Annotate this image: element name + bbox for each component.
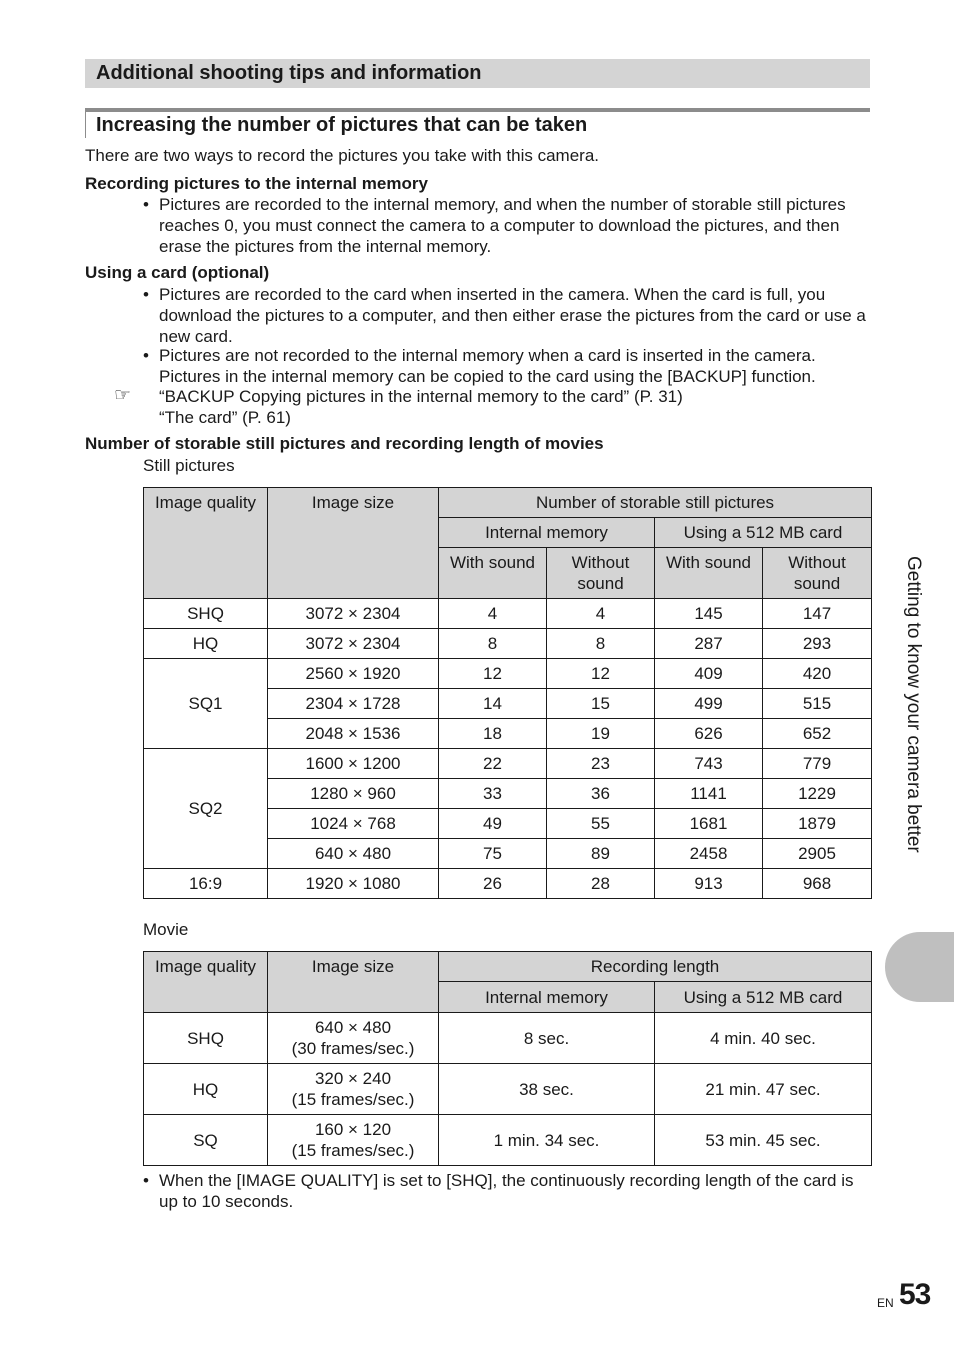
internal-memory-heading: Recording pictures to the internal memory: [85, 174, 428, 193]
cell-value: 499: [655, 689, 763, 719]
cell-value: 147: [763, 599, 872, 629]
pointing-hand-icon: ☞: [114, 385, 132, 406]
list-item: [143, 284, 870, 347]
cell-value: 55: [547, 809, 655, 839]
cell-value: 652: [763, 719, 872, 749]
cell-value: 12: [547, 659, 655, 689]
cell-size: 320 × 240 (15 frames/sec.): [268, 1064, 439, 1115]
cell-size: 160 × 120 (15 frames/sec.): [268, 1115, 439, 1166]
intro-text: There are two ways to record the pictures you take with this camera.: [85, 146, 600, 165]
cell-value: 23: [547, 749, 655, 779]
cell-value: 913: [655, 869, 763, 899]
subsection-title: Increasing the number of pictures that can be taken: [85, 108, 870, 138]
header-image-quality: Image quality: [144, 952, 268, 1013]
cell-value: 15: [547, 689, 655, 719]
cell-value: 420: [763, 659, 872, 689]
cell-size: 640 × 480 (30 frames/sec.): [268, 1013, 439, 1064]
cell-size: 1600 × 1200: [268, 749, 439, 779]
cell-quality: SQ: [144, 1115, 268, 1166]
cell-size: 1024 × 768: [268, 809, 439, 839]
header-image-quality: Image quality: [144, 488, 268, 599]
table-row: [144, 1064, 872, 1115]
header-with-sound: With sound: [655, 548, 763, 599]
list-item: [143, 1170, 870, 1212]
cell-value: 1 min. 34 sec.: [439, 1115, 655, 1166]
bullet-text: Pictures are recorded to the card when inserted in the camera. When the card is full, you download the pictures to a computer, and then either erase the pictures from the card or use a new card.: [159, 285, 866, 346]
table-row: [144, 1013, 872, 1064]
cell-value: 26: [439, 869, 547, 899]
cell-value: 515: [763, 689, 872, 719]
cell-value: 1879: [763, 809, 872, 839]
cell-value: 12: [439, 659, 547, 689]
header-storable-pictures: Number of storable still pictures: [439, 488, 872, 518]
page-number: 53: [899, 1278, 931, 1311]
reference-link: “BACKUP Copying pictures in the internal memory to the card” (P. 31): [159, 387, 683, 406]
cell-size: 1920 × 1080: [268, 869, 439, 899]
bullet-dot: •: [143, 1171, 149, 1190]
cell-quality: SQ2: [144, 749, 268, 869]
table-row: [144, 1115, 872, 1166]
cell-value: 28: [547, 869, 655, 899]
cell-value: 8: [439, 629, 547, 659]
header-with-sound: With sound: [439, 548, 547, 599]
section-title: Additional shooting tips and information: [85, 59, 870, 88]
cell-value: 409: [655, 659, 763, 689]
cell-value: 743: [655, 749, 763, 779]
cell-value: 33: [439, 779, 547, 809]
reference-link: “The card” (P. 61): [159, 408, 291, 427]
cell-value: 4: [547, 599, 655, 629]
table-row: [144, 749, 872, 779]
cell-value: 21 min. 47 sec.: [655, 1064, 872, 1115]
list-item: [143, 345, 870, 387]
cell-value: 2905: [763, 839, 872, 869]
cell-size: 1280 × 960: [268, 779, 439, 809]
cell-value: 1681: [655, 809, 763, 839]
header-recording-length: Recording length: [439, 952, 872, 982]
cell-value: 8: [547, 629, 655, 659]
bullet-dot: •: [143, 346, 149, 365]
cell-value: 36: [547, 779, 655, 809]
table-row: [144, 659, 872, 689]
header-image-size: Image size: [268, 488, 439, 599]
header-without-sound: Without sound: [763, 548, 872, 599]
table-row: [144, 629, 872, 659]
cell-value: 8 sec.: [439, 1013, 655, 1064]
movie-label: Movie: [143, 920, 189, 939]
cell-value: 22: [439, 749, 547, 779]
cell-value: 53 min. 45 sec.: [655, 1115, 872, 1166]
chapter-title: Getting to know your camera better: [903, 556, 924, 853]
movie-table: [143, 951, 872, 1166]
cell-value: 145: [655, 599, 763, 629]
cell-value: 626: [655, 719, 763, 749]
still-pictures-label: Still pictures: [143, 456, 235, 475]
storable-heading: Number of storable still pictures and recording length of movies: [85, 434, 604, 453]
cell-value: 1141: [655, 779, 763, 809]
header-image-size: Image size: [268, 952, 439, 1013]
header-internal-memory: Internal memory: [439, 982, 655, 1013]
bullet-dot: •: [143, 285, 149, 304]
cell-value: 2458: [655, 839, 763, 869]
cell-value: 19: [547, 719, 655, 749]
cell-quality: HQ: [144, 1064, 268, 1115]
cell-value: 75: [439, 839, 547, 869]
cell-quality: SHQ: [144, 599, 268, 629]
cell-value: 49: [439, 809, 547, 839]
cell-quality: HQ: [144, 629, 268, 659]
cell-value: 287: [655, 629, 763, 659]
bullet-text: When the [IMAGE QUALITY] is set to [SHQ], the continuously recording length of the card is up to 10 seconds.: [159, 1171, 854, 1211]
card-heading: Using a card (optional): [85, 263, 270, 282]
cell-size: 640 × 480: [268, 839, 439, 869]
cell-value: 968: [763, 869, 872, 899]
cell-value: 38 sec.: [439, 1064, 655, 1115]
header-512mb-card: Using a 512 MB card: [655, 518, 872, 548]
chapter-tab: [885, 932, 954, 1002]
bullet-text: Pictures are recorded to the internal memory, and when the number of storable still pictures reaches 0, you must connect the camera to a computer to download the pictures, and then erase the pictures from the internal memory.: [159, 195, 846, 256]
cell-size: 2560 × 1920: [268, 659, 439, 689]
page-language: EN: [877, 1296, 894, 1310]
cell-value: 18: [439, 719, 547, 749]
cell-quality: SHQ: [144, 1013, 268, 1064]
cell-value: 1229: [763, 779, 872, 809]
cell-value: 4 min. 40 sec.: [655, 1013, 872, 1064]
cell-value: 89: [547, 839, 655, 869]
table-row: [144, 599, 872, 629]
list-item: [143, 194, 870, 257]
cell-value: 779: [763, 749, 872, 779]
cell-size: 3072 × 2304: [268, 629, 439, 659]
cell-value: 4: [439, 599, 547, 629]
cell-value: 14: [439, 689, 547, 719]
header-512mb-card: Using a 512 MB card: [655, 982, 872, 1013]
cell-value: 293: [763, 629, 872, 659]
bullet-text: Pictures are not recorded to the internal memory when a card is inserted in the camera. Pictures in the internal memory can be copied to the card using the [BACKUP] function.: [159, 346, 816, 386]
cell-size: 2304 × 1728: [268, 689, 439, 719]
header-internal-memory: Internal memory: [439, 518, 655, 548]
cell-size: 3072 × 2304: [268, 599, 439, 629]
table-row: [144, 869, 872, 899]
cell-quality: 16:9: [144, 869, 268, 899]
still-pictures-table: [143, 487, 872, 899]
cell-size: 2048 × 1536: [268, 719, 439, 749]
bullet-dot: •: [143, 195, 149, 214]
header-without-sound: Without sound: [547, 548, 655, 599]
cell-quality: SQ1: [144, 659, 268, 749]
